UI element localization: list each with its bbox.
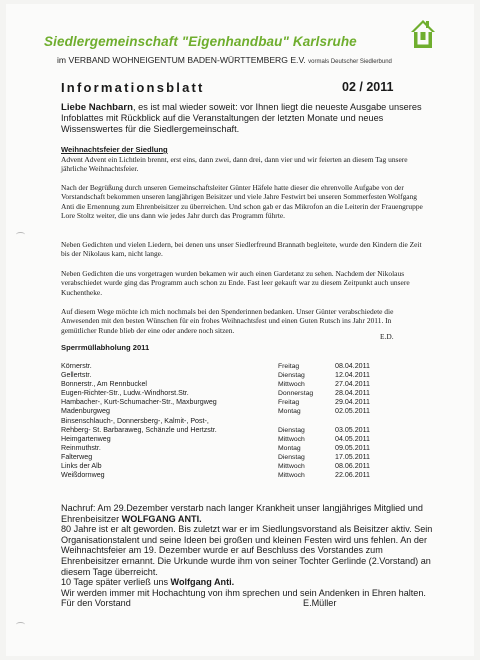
schedule-day: Mittwoch: [278, 463, 305, 471]
schedule-row: [61, 389, 401, 398]
obituary: [61, 503, 443, 609]
obituary-paragraph-4: Wir werden immer mit Hochachtung von ihm sprechen und sein Andenken in Ehren halten.: [61, 587, 426, 598]
organization-title: Siedlergemeinschaft "Eigenhandbau" Karlsruhe: [44, 34, 357, 49]
schedule-row: [61, 398, 401, 407]
christmas-paragraph-3: Neben Gedichten und vielen Liedern, bei denen uns unser Siedlerfreund Brannath begleitete, wurde den Kindern die Zeit bis der Nikolaus kam, nicht lange.: [61, 240, 422, 259]
christmas-paragraph-5: Auf diesem Wege möchte ich mich nochmals bei den Spenderinnen bedanken. Unser Günter verabschiedete die Anwesenden mit den besten Wünschen für ein frohes Weihnachtsfest und einen Guten Rutsch ins Jahr 2011. In gemütlicher Runde blieb der eine oder andere noch sitzen.: [61, 307, 394, 335]
schedule-date: 22.06.2011: [335, 471, 370, 480]
christmas-paragraph-4: Neben Gedichten die uns vorgetragen wurden bekamen wir auch einen Gardetanz zu sehen. Nachdem der Nikolaus verabschiedet wurde ging das Programm auch schon zu Ende. Fast leer gekauft war zu diesem Zeitpunkt auch unsere Kuchentheke.: [61, 269, 410, 297]
schedule-date: 28.04.2011: [335, 389, 370, 398]
schedule-date: 29.04.2011: [335, 398, 370, 407]
schedule-row: [61, 471, 401, 480]
schedule-date: 02.05.2011: [335, 407, 370, 416]
schedule-day: Mittwoch: [278, 472, 305, 480]
obituary-text-3: 10 Tage später verließ uns: [61, 577, 171, 588]
schedule-street: Binsenschlauch-, Donnersberg-, Kalmit-, Post-,: [61, 416, 209, 425]
schedule-date: 27.04.2011: [335, 380, 370, 389]
intro-paragraph: [61, 102, 433, 135]
schedule-day: Freitag: [278, 399, 300, 407]
closing-text: Für den Vorstand: [61, 598, 131, 609]
christmas-section-heading: Weihnachtsfeier der Siedlung: [61, 145, 168, 154]
schedule-day: Dienstag: [278, 453, 305, 461]
schedule-date: 12.04.2011: [335, 371, 370, 380]
schedule-street: Falterweg: [61, 452, 93, 461]
intro-text: , es ist mal wieder soweit: vor Ihnen liegt die neueste Ausgabe unseres Infoblattes mit Rückblick auf die Veranstaltungen der letzten Monate und neues Wissenswertes für die Siedlergemeinschaft.: [61, 102, 422, 134]
bulky-waste-schedule: [61, 362, 401, 480]
schedule-street: Madenburgweg: [61, 407, 110, 416]
christmas-paragraph-2: Nach der Begrüßung durch unseren Gemeinschaftsleiter Günter Häfele hatte dieser die ehrenvolle Aufgabe von der Vorstandschaft bekommen unseren langjährigen Beisitzer und viele Jahre Festwirt bei unseren Sommerfesten Wolfgang Anti die Ernennung zum Ehrenbeisitzer zu überreichen. Und schon gab er das Mikrofon an die Leiterin der Frauengruppe Lore Stoltz weiter, die uns dann wie jedes Jahr durch das Programm führte.: [61, 183, 423, 220]
schedule-street: Rehberg- St. Barbaraweg, Schänzle und Hertzstr.: [61, 425, 217, 434]
house-logo-icon: [410, 18, 436, 52]
schedule-day: Mittwoch: [278, 381, 305, 389]
schedule-street: Eugen-Richter-Str., Ludw.-Windhorst.Str.: [61, 389, 189, 398]
obituary-paragraph-1: [61, 503, 443, 524]
intro-greeting: Liebe Nachbarn: [61, 102, 133, 113]
obituary-paragraph-2: 80 Jahre ist er alt geworden. Bis zuletzt war er im Siedlungsvorstand als Beisitzer aktiv. Sein Organisationstalent und seine Ideen bei großen und kleinen Festen wird uns fehlen. An der Weihnachtsfeier am 19. Dezember wurde er auf Beschluss des Vorstandes zum Ehrenbeisitzer ernannt. Die Urkunde wurde ihm von seiner Tochter Gerlinde (2.Vorstand) an diesem Tage überreicht.: [61, 524, 433, 577]
punch-hole-mark: [16, 232, 25, 237]
schedule-row: [61, 435, 401, 444]
schedule-street: Hambacher-, Kurt-Schumacher-Str., Maxburgweg: [61, 398, 217, 407]
bulky-waste-heading: Sperrmüllabholung 2011: [61, 343, 150, 352]
schedule-row: [61, 371, 401, 380]
schedule-day: Mittwoch: [278, 435, 305, 443]
organization-subtitle: [57, 55, 392, 65]
signature: E.Müller: [303, 598, 337, 609]
schedule-day: Montag: [278, 444, 301, 452]
schedule-row: [61, 426, 401, 435]
schedule-street: Bonnerstr., Am Rennbuckel: [61, 380, 147, 389]
christmas-paragraph-1: Advent Advent ein Lichtlein brennt, erst eins, dann zwei, dann drei, dann vier und wir feierten an diesem Tag unsere jährliche Weihnachtsfeier.: [61, 155, 408, 174]
schedule-day: Dienstag: [278, 372, 305, 380]
schedule-street: Weißdornweg: [61, 471, 105, 480]
schedule-street: Körnerstr.: [61, 362, 92, 370]
punch-hole-mark: [16, 622, 25, 627]
document-title: Informationsblatt: [61, 80, 205, 95]
schedule-row: [61, 407, 401, 416]
schedule-street: Links der Alb: [61, 462, 102, 471]
schedule-date: 03.05.2011: [335, 425, 370, 434]
obituary-name-1: WOLFGANG ANTI.: [121, 513, 202, 524]
schedule-row: [61, 380, 401, 389]
obituary-name-2: Wolfgang Anti.: [170, 577, 235, 588]
schedule-street: Gellertstr.: [61, 371, 92, 380]
schedule-date: 09.05.2011: [335, 443, 370, 452]
schedule-date: 17.05.2011: [335, 452, 370, 461]
schedule-date: 08.06.2011: [335, 462, 370, 471]
issue-number: 02 / 2011: [342, 80, 394, 94]
schedule-row: [61, 444, 401, 453]
schedule-street: Reinmuthstr.: [61, 443, 101, 452]
schedule-day: Freitag: [278, 363, 300, 370]
schedule-day: Donnerstag: [278, 390, 314, 398]
obituary-text-1: Nachruf: Am 29.Dezember verstarb nach langer Krankheit unser langjähriges Mitglied und Ehrenbeisitzer: [61, 503, 423, 524]
obituary-paragraph-3: [61, 577, 443, 588]
schedule-date: 08.04.2011: [335, 362, 370, 370]
schedule-day: Dienstag: [278, 426, 305, 434]
subtitle-small: vormals Deutscher Siedlerbund: [308, 59, 392, 65]
schedule-row: [61, 453, 401, 462]
signature-row: [61, 598, 443, 609]
schedule-day: Montag: [278, 408, 301, 416]
schedule-row: [61, 417, 401, 426]
christmas-author: E.D.: [380, 332, 394, 341]
schedule-row: [61, 362, 401, 371]
subtitle-main: VERBAND WOHNEIGENTUM BADEN-WÜRTTEMBERG E.V.: [68, 55, 306, 65]
schedule-date: 04.05.2011: [335, 434, 370, 443]
subtitle-prefix: im: [57, 55, 67, 65]
schedule-row: [61, 462, 401, 471]
schedule-street: Heimgartenweg: [61, 434, 111, 443]
